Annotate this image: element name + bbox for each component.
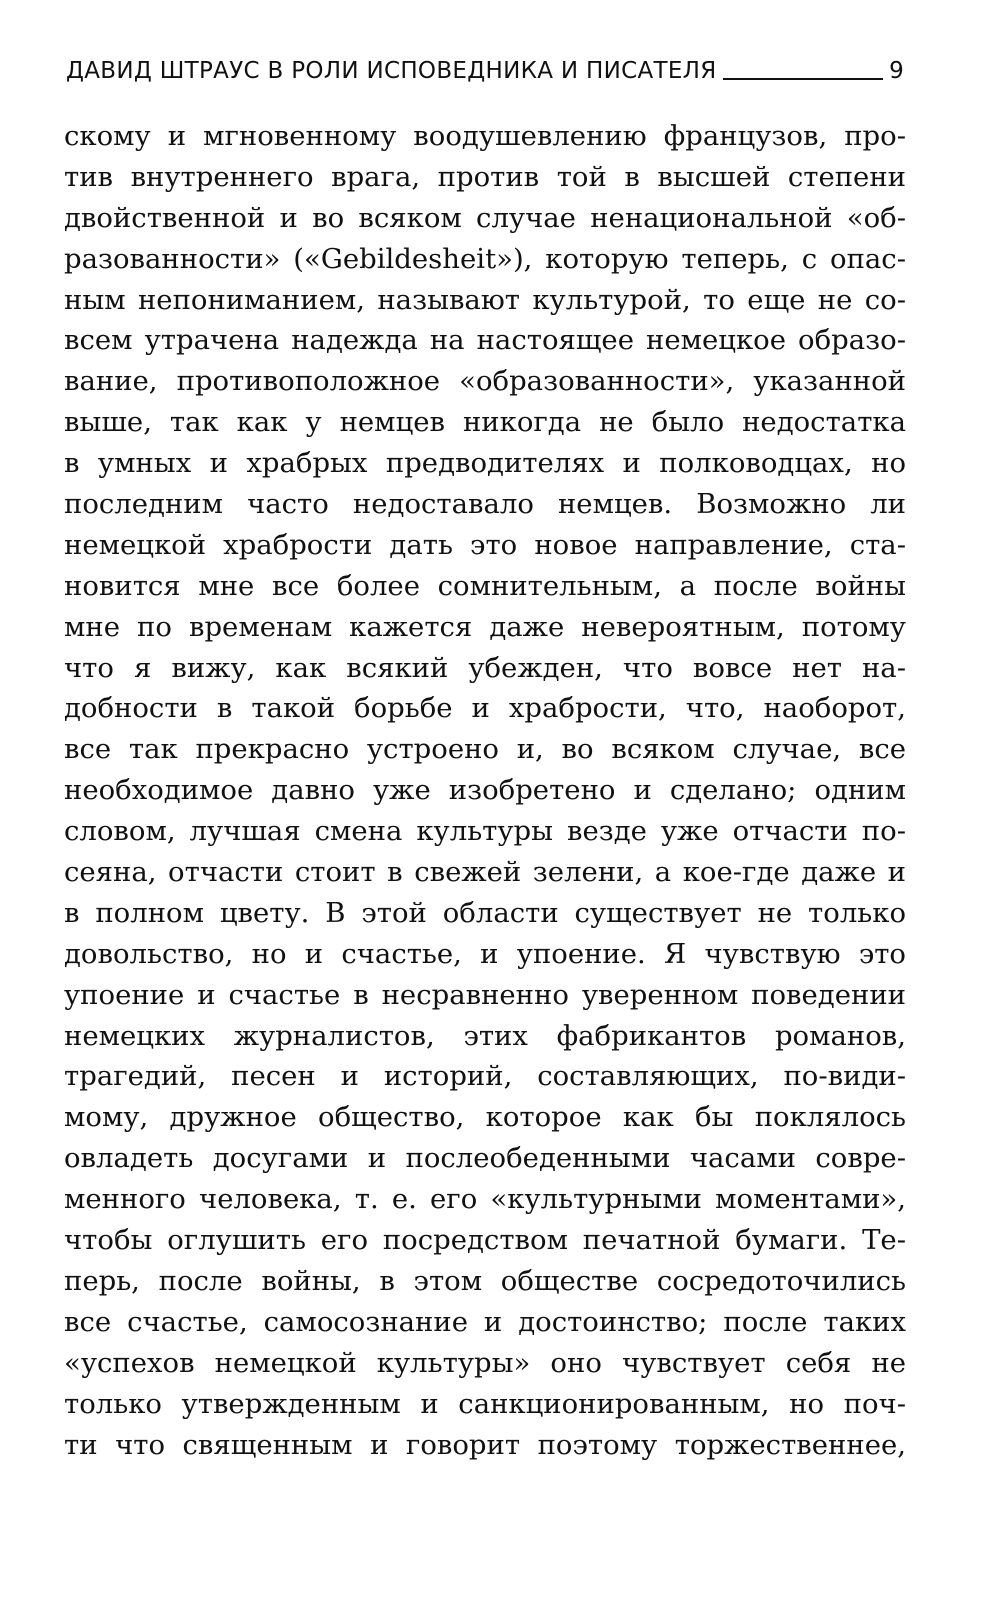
running-title: ДАВИД ШТРАУС В РОЛИ ИСПОВЕДНИКА И ПИСАТЕЛЯ bbox=[66, 58, 717, 84]
text-line: вание, противоположное «образованности», указанной bbox=[64, 365, 906, 398]
text-line: добности в такой борьбе и храбрости, что, наоборот, bbox=[64, 692, 906, 725]
text-line: все так прекрасно устроено и, во всяком случае, все bbox=[64, 733, 906, 766]
text-line: сеяна, отчасти стоит в свежей зелени, а кое-где даже и bbox=[64, 856, 906, 889]
text-line: двойственной и во всяком случае ненациональной «об- bbox=[64, 201, 906, 234]
text-line: трагедий, песен и историй, составляющих, по-види- bbox=[64, 1060, 906, 1093]
text-line: мому, дружное общество, которое как бы поклялось bbox=[64, 1101, 906, 1134]
text-line: ти что священным и говорит поэтому торжественнее, bbox=[64, 1428, 906, 1461]
body-text bbox=[64, 116, 906, 1465]
text-line: разованности» («Gebildesheit»), которую теперь, с опас- bbox=[64, 242, 906, 275]
text-line: перь, после войны, в этом обществе сосредоточились bbox=[64, 1264, 906, 1297]
text-line: тив внутреннего врага, против той в высшей степени bbox=[64, 160, 906, 193]
text-line: скому и мгновенному воодушевлению французов, про- bbox=[64, 120, 906, 152]
text-line: мне по временам кажется даже невероятным, потому bbox=[64, 610, 906, 643]
page-number: 9 bbox=[889, 58, 904, 84]
text-line: словом, лучшая смена культуры везде уже отчасти по- bbox=[64, 815, 906, 848]
text-line: в полном цвету. В этой области существует не только bbox=[64, 896, 906, 929]
text-line: немецкой храбрости дать это новое направление, ста- bbox=[64, 528, 906, 561]
text-line: что я вижу, как всякий убежден, что вовсе нет на- bbox=[64, 651, 906, 684]
text-line: довольство, но и счастье, и упоение. Я чувствую это bbox=[64, 937, 906, 970]
text-line: упоение и счастье в несравненно уверенном поведении bbox=[64, 978, 906, 1011]
header-rule bbox=[723, 78, 884, 80]
text-line: выше, так как у немцев никогда не было недостатка bbox=[64, 406, 906, 439]
running-head bbox=[66, 46, 904, 86]
text-line: немецких журналистов, этих фабрикантов романов, bbox=[64, 1019, 906, 1052]
text-line: менного человека, т. е. его «культурными моментами», bbox=[64, 1183, 906, 1216]
text-line: все счастье, самосознание и достоинство; после таких bbox=[64, 1305, 906, 1338]
text-line: новится мне все более сомнительным, а после войны bbox=[64, 569, 906, 602]
text-line: последним часто недоставало немцев. Возможно ли bbox=[64, 488, 906, 521]
text-line: необходимое давно уже изобретено и сделано; одним bbox=[64, 774, 906, 807]
text-line: всем утрачена надежда на настоящее немецкое образо- bbox=[64, 324, 906, 357]
text-line: ным непониманием, называют культурой, то еще не со- bbox=[64, 283, 906, 316]
text-line: только утвержденным и санкционированным, но поч- bbox=[64, 1387, 906, 1420]
text-line: чтобы оглушить его посредством печатной бумаги. Те- bbox=[64, 1224, 906, 1257]
text-line: «успехов немецкой культуры» оно чувствует себя не bbox=[64, 1346, 906, 1379]
text-line: овладеть досугами и послеобеденными часами совре- bbox=[64, 1142, 906, 1175]
text-line: в умных и храбрых предводителях и полководцах, но bbox=[64, 447, 906, 480]
